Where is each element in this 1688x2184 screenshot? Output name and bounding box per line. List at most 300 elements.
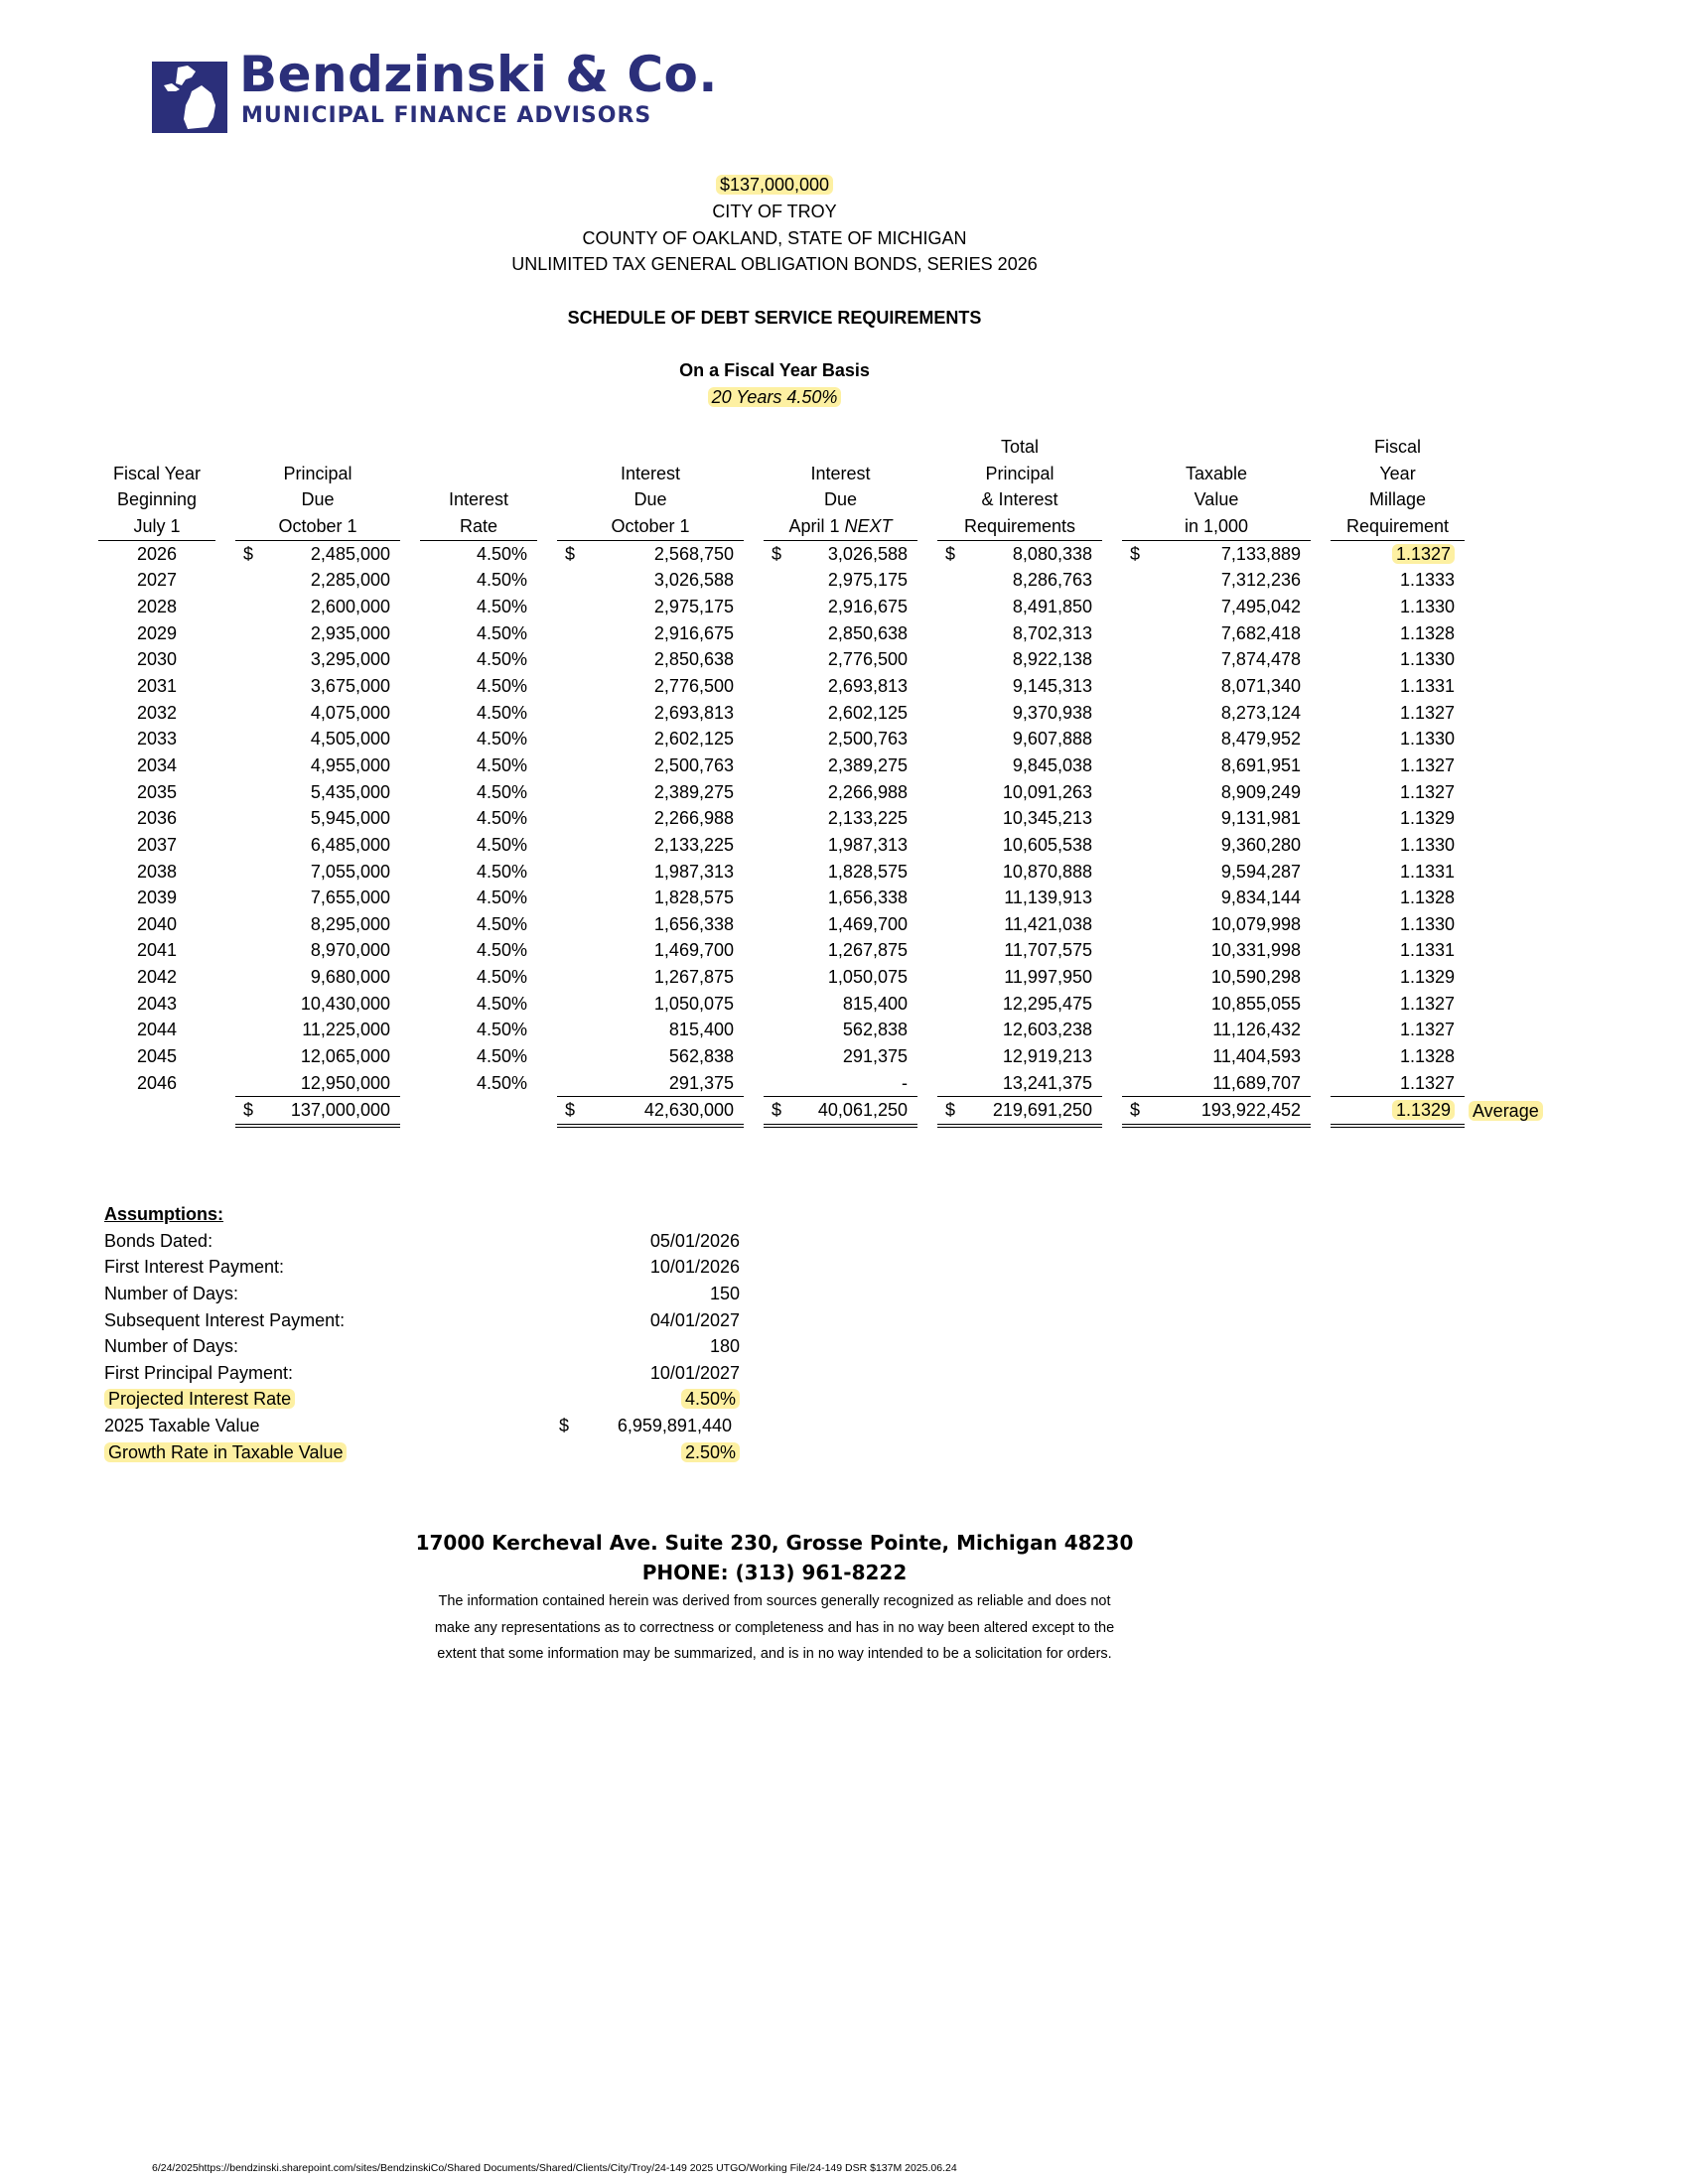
currency-symbol [1122,1070,1150,1097]
currency-symbol [557,1043,585,1070]
currency-symbol [937,646,965,673]
schedule-title: SCHEDULE OF DEBT SERVICE REQUIREMENTS [567,308,982,328]
assumption-label: Subsequent Interest Payment: [104,1309,346,1330]
assumption-label: 2025 Taxable Value [104,1416,260,1436]
principal-cell: 4,075,000 [310,702,390,723]
currency-symbol [1122,779,1150,806]
assumptions-section [104,1201,740,1465]
taxable-value-cell: 7,682,418 [1220,622,1301,643]
currency-symbol [557,937,585,964]
millage-cell: 1.1328 [1399,1046,1455,1067]
currency-symbol [764,991,791,1018]
total-taxable-value: 193,922,452 [1150,1097,1311,1126]
average-label: Average [1465,1097,1544,1126]
rate-cell: 4.50% [476,940,527,961]
table-row [98,620,1544,647]
interest-april-cell: 2,389,275 [827,754,908,775]
currency-symbol [1122,937,1150,964]
currency-symbol [557,832,585,859]
currency-symbol [235,726,263,752]
millage-cell: 1.1327 [1399,993,1455,1014]
fiscal-year-cell: 2030 [136,649,178,670]
assumption-label: Number of Days: [104,1283,239,1303]
interest-april-cell: 815,400 [842,993,908,1014]
total-requirement-cell: 9,145,313 [1012,675,1092,696]
currency-symbol [937,964,965,991]
interest-april-cell: 1,828,575 [827,861,908,882]
currency-symbol [235,752,263,779]
office-phone: PHONE: (313) 961-8222 [641,1561,908,1584]
total-interest-october: 42,630,000 [585,1097,744,1126]
table-row [98,594,1544,620]
interest-april-cell: 2,500,763 [827,729,908,750]
table-row [98,779,1544,806]
interest-april-cell: 1,469,700 [827,913,908,934]
taxable-value-cell: 11,126,432 [1212,1020,1301,1040]
currency-symbol [764,964,791,991]
col-millage: Fiscal Year Millage Requirement [1331,434,1465,540]
currency-symbol [937,752,965,779]
currency-symbol [235,620,263,647]
interest-october-cell: 562,838 [668,1046,734,1067]
assumption-value: 05/01/2026 [649,1230,740,1251]
currency-symbol [764,937,791,964]
currency-symbol [1122,805,1150,832]
issuer-county: COUNTY OF OAKLAND, STATE OF MICHIGAN [582,228,967,248]
currency-symbol [557,964,585,991]
interest-april-cell: 2,602,125 [827,702,908,723]
total-requirement-cell: 8,702,313 [1012,622,1092,643]
currency-symbol [235,805,263,832]
assumption-label: Number of Days: [104,1336,239,1357]
table-row [98,964,1544,991]
total-requirement-cell: 10,605,538 [1002,834,1092,855]
total-requirement-cell: 8,286,763 [1012,570,1092,591]
currency-symbol: $ [772,543,782,564]
currency-symbol [235,700,263,727]
bond-amount: $137,000,000 [0,172,1549,199]
assumption-row [104,1333,740,1360]
currency-symbol [1122,911,1150,938]
total-requirement-cell: 8,922,138 [1012,649,1092,670]
interest-october-cell: 815,400 [668,1020,734,1040]
currency-symbol [937,937,965,964]
interest-april-cell: - [902,1072,908,1093]
assumption-row [104,1307,740,1334]
taxable-value-cell: 10,079,998 [1210,913,1301,934]
total-requirement-cell: 9,845,038 [1012,754,1092,775]
total-requirement-cell: 11,997,950 [1004,967,1092,988]
currency-symbol: $ [764,1097,791,1126]
currency-symbol [937,700,965,727]
principal-cell: 10,430,000 [300,993,390,1014]
fiscal-year-cell: 2039 [136,887,178,908]
assumption-row [104,1413,740,1439]
currency-symbol [1122,1017,1150,1043]
currency-symbol [1122,567,1150,594]
table-row [98,540,1544,567]
principal-cell: 2,935,000 [310,622,390,643]
currency-symbol [937,859,965,886]
interest-october-cell: 1,469,700 [653,940,734,961]
millage-cell: 1.1327 [1399,702,1455,723]
issuer-city: CITY OF TROY [712,202,837,221]
table-header [98,434,1544,540]
currency-symbol [557,779,585,806]
assumption-value: 10/01/2027 [649,1362,740,1383]
total-requirement-cell: 12,603,238 [1002,1020,1092,1040]
currency-symbol: $ [565,543,576,564]
total-requirement-cell: 11,707,575 [1004,940,1092,961]
millage-cell: 1.1329 [1399,967,1455,988]
currency-symbol [557,1070,585,1097]
total-requirement-cell: 9,607,888 [1012,729,1092,750]
currency-symbol [557,700,585,727]
currency-symbol [764,779,791,806]
currency-symbol [764,1017,791,1043]
interest-october-cell: 2,568,750 [653,543,734,564]
total-requirement-cell: 10,345,213 [1002,808,1092,829]
rate-cell: 4.50% [476,861,527,882]
currency-symbol [764,594,791,620]
millage-cell: 1.1331 [1399,675,1455,696]
table-row [98,911,1544,938]
currency-symbol [557,620,585,647]
basis-label: On a Fiscal Year Basis [679,360,870,380]
currency-symbol [937,620,965,647]
interest-april-cell: 2,850,638 [827,622,908,643]
currency-symbol: $ [235,1097,263,1126]
assumption-value: 6,959,891,440 [617,1416,732,1436]
currency-symbol [937,991,965,1018]
interest-october-cell: 1,267,875 [653,967,734,988]
col-interest-october: Interest Due October 1 [557,434,744,540]
currency-symbol [557,859,585,886]
currency-symbol [1122,885,1150,911]
currency-symbol [557,594,585,620]
grand-total: 219,691,250 [965,1097,1102,1126]
table-row [98,1043,1544,1070]
rate-cell: 4.50% [476,622,527,643]
taxable-value-cell: 8,691,951 [1220,754,1301,775]
interest-april-cell: 1,987,313 [827,834,908,855]
millage-cell: 1.1327 [1331,540,1465,567]
interest-april-cell: 2,133,225 [827,808,908,829]
average-millage: 1.1329 [1331,1097,1465,1126]
rate-cell: 4.50% [476,570,527,591]
total-requirement-cell: 12,295,475 [1002,993,1092,1014]
taxable-value-cell: 9,131,981 [1220,808,1301,829]
currency-symbol [235,859,263,886]
taxable-value-cell: 11,689,707 [1212,1072,1301,1093]
currency-symbol [1122,859,1150,886]
currency-symbol [764,1070,791,1097]
currency-symbol: $ [559,1416,570,1436]
assumptions-heading: Assumptions: [104,1204,224,1224]
interest-april-cell: 1,050,075 [827,967,908,988]
fiscal-year-cell: 2044 [136,1020,178,1040]
interest-october-cell: 1,828,575 [653,887,734,908]
assumption-row [104,1228,740,1255]
currency-symbol [1122,594,1150,620]
totals-row [98,1097,1544,1126]
interest-october-cell: 2,776,500 [653,675,734,696]
interest-april-cell: 2,693,813 [827,675,908,696]
col-interest-rate: Interest Rate [420,434,537,540]
millage-cell: 1.1327 [1399,1072,1455,1093]
currency-symbol [557,726,585,752]
currency-symbol [235,832,263,859]
debt-service-table [98,434,1544,1128]
assumption-row [104,1254,740,1281]
total-requirement-cell: 12,919,213 [1002,1046,1092,1067]
principal-cell: 12,950,000 [300,1072,390,1093]
total-requirement-cell: 10,091,263 [1002,781,1092,802]
table-row [98,885,1544,911]
rate-cell: 4.50% [476,834,527,855]
interest-october-cell: 2,266,988 [653,808,734,829]
total-requirement-cell: 9,370,938 [1012,702,1092,723]
millage-cell: 1.1330 [1399,834,1455,855]
interest-october-cell: 2,916,675 [653,622,734,643]
interest-october-cell: 2,693,813 [653,702,734,723]
currency-symbol: $ [945,543,956,564]
fiscal-year-cell: 2036 [136,808,178,829]
currency-symbol [937,726,965,752]
taxable-value-cell: 8,273,124 [1220,702,1301,723]
taxable-value-cell: 10,331,998 [1210,940,1301,961]
interest-october-cell: 1,987,313 [653,861,734,882]
currency-symbol [1122,700,1150,727]
bond-series: UNLIMITED TAX GENERAL OBLIGATION BONDS, SERIES 2026 [511,254,1038,274]
principal-cell: 5,945,000 [310,808,390,829]
interest-october-cell: 3,026,588 [653,570,734,591]
michigan-map-icon [152,62,227,133]
table-row [98,726,1544,752]
rate-cell: 4.50% [476,702,527,723]
col-interest-april: Interest Due April 1 NEXT [764,434,917,540]
millage-cell: 1.1330 [1399,913,1455,934]
taxable-value-cell: 10,855,055 [1210,993,1301,1014]
fiscal-year-cell: 2038 [136,861,178,882]
assumption-value: 10/01/2026 [649,1257,740,1278]
currency-symbol [1122,726,1150,752]
taxable-value-cell: 8,479,952 [1220,729,1301,750]
currency-symbol [235,779,263,806]
total-requirement-cell: 8,491,850 [1012,596,1092,616]
currency-symbol [1122,991,1150,1018]
principal-cell: 3,675,000 [310,675,390,696]
principal-cell: 2,285,000 [310,570,390,591]
assumption-label: Bonds Dated: [104,1230,213,1251]
interest-april-cell: 1,656,338 [827,887,908,908]
principal-cell: 7,655,000 [310,887,390,908]
currency-symbol [1122,964,1150,991]
rate-cell: 4.50% [476,1073,527,1093]
principal-cell: 2,600,000 [310,596,390,616]
fiscal-year-cell: 2032 [136,702,178,723]
principal-cell: 3,295,000 [310,649,390,670]
principal-cell: 11,225,000 [302,1020,390,1040]
assumption-value: 2.50% [681,1439,740,1466]
currency-symbol [235,646,263,673]
interest-october-cell: 2,850,638 [653,649,734,670]
currency-symbol [557,567,585,594]
table-row [98,700,1544,727]
fiscal-year-cell: 2040 [136,913,178,934]
taxable-value-cell: 10,590,298 [1210,967,1301,988]
fiscal-year-cell: 2029 [136,622,178,643]
interest-october-cell: 291,375 [668,1072,734,1093]
interest-october-cell: 2,602,125 [653,729,734,750]
currency-symbol [764,567,791,594]
currency-symbol [937,805,965,832]
currency-symbol [235,885,263,911]
principal-cell: 8,970,000 [310,940,390,961]
total-requirement-cell: 11,421,038 [1004,913,1092,934]
term-label: 20 Years 4.50% [0,384,1549,411]
rate-cell: 4.50% [476,729,527,750]
rate-cell: 4.50% [476,649,527,670]
currency-symbol [557,991,585,1018]
currency-symbol [557,911,585,938]
currency-symbol [557,673,585,700]
currency-symbol [764,700,791,727]
fiscal-year-cell: 2037 [136,834,178,855]
principal-cell: 12,065,000 [300,1046,390,1067]
table-row [98,832,1544,859]
currency-symbol: $ [1130,543,1141,564]
millage-cell: 1.1331 [1399,861,1455,882]
rate-cell: 4.50% [476,754,527,775]
currency-symbol [1122,752,1150,779]
company-logo [152,46,718,135]
rate-cell: 4.50% [476,543,527,564]
table-row [98,567,1544,594]
millage-cell: 1.1331 [1399,940,1455,961]
interest-april-cell: 291,375 [842,1046,908,1067]
fiscal-year-cell: 2031 [136,675,178,696]
assumption-row [104,1386,740,1413]
currency-symbol [235,594,263,620]
currency-symbol [235,567,263,594]
fiscal-year-cell: 2027 [136,570,178,591]
millage-cell: 1.1330 [1399,649,1455,670]
millage-cell: 1.1329 [1399,808,1455,829]
interest-april-cell: 562,838 [842,1020,908,1040]
fiscal-year-cell: 2026 [136,543,178,564]
currency-symbol [937,911,965,938]
file-path: 6/24/2025https://bendzinski.sharepoint.com/sites/BendzinskiCo/Shared Documents/Shared/Clients/City/Troy/24-149 2025 UTGO/Working File/24-149 DSR $137M 2025.06.24 [152,2162,957,2174]
fiscal-year-cell: 2034 [136,754,178,775]
principal-cell: 4,955,000 [310,754,390,775]
rate-cell: 4.50% [476,596,527,616]
taxable-value-cell: 8,909,249 [1220,781,1301,802]
currency-symbol [557,1017,585,1043]
table-row [98,752,1544,779]
assumption-row [104,1439,740,1466]
interest-october-cell: 2,975,175 [653,596,734,616]
fiscal-year-cell: 2041 [136,940,178,961]
rate-cell: 4.50% [476,808,527,829]
currency-symbol: $ [1122,1097,1150,1126]
currency-symbol [764,832,791,859]
currency-symbol: $ [937,1097,965,1126]
assumption-label: Growth Rate in Taxable Value [104,1439,347,1466]
currency-symbol [764,726,791,752]
fiscal-year-cell: 2042 [136,967,178,988]
assumption-label: Projected Interest Rate [104,1386,295,1413]
fiscal-year-cell: 2045 [136,1046,178,1067]
currency-symbol [557,885,585,911]
fiscal-year-cell: 2043 [136,993,178,1014]
table-row [98,805,1544,832]
currency-symbol [557,805,585,832]
assumption-value: 150 [709,1283,740,1303]
col-fiscal-year: Fiscal Year Beginning July 1 [98,434,215,540]
interest-april-cell: 1,267,875 [827,940,908,961]
interest-october-cell: 2,133,225 [653,834,734,855]
rate-cell: 4.50% [476,913,527,934]
principal-cell: 2,485,000 [310,543,390,564]
interest-april-cell: 2,776,500 [827,649,908,670]
currency-symbol [764,673,791,700]
total-requirement-cell: 8,080,338 [1012,543,1092,564]
assumption-label: First Interest Payment: [104,1257,285,1278]
currency-symbol [235,937,263,964]
taxable-value-cell: 9,834,144 [1220,887,1301,908]
principal-cell: 5,435,000 [310,781,390,802]
currency-symbol [235,1017,263,1043]
interest-october-cell: 1,656,338 [653,913,734,934]
logo-subtitle: MUNICIPAL FINANCE ADVISORS [241,103,652,128]
rate-cell: 4.50% [476,675,527,696]
rate-cell: 4.50% [476,1020,527,1040]
currency-symbol [557,752,585,779]
assumption-row [104,1281,740,1307]
currency-symbol [1122,1043,1150,1070]
currency-symbol [764,646,791,673]
interest-october-cell: 2,389,275 [653,781,734,802]
fiscal-year-cell: 2035 [136,781,178,802]
taxable-value-cell: 7,495,042 [1220,596,1301,616]
assumption-value: 180 [709,1336,740,1357]
interest-april-cell: 3,026,588 [827,543,908,564]
total-requirement-cell: 11,139,913 [1004,887,1092,908]
rate-cell: 4.50% [476,887,527,908]
currency-symbol [937,1017,965,1043]
millage-cell: 1.1330 [1399,729,1455,750]
principal-cell: 9,680,000 [310,967,390,988]
millage-cell: 1.1330 [1399,596,1455,616]
table-row [98,646,1544,673]
fiscal-year-cell: 2033 [136,729,178,750]
currency-symbol [937,594,965,620]
assumption-value: 4.50% [681,1386,740,1413]
table-row [98,1070,1544,1097]
taxable-value-cell: 9,594,287 [1220,861,1301,882]
currency-symbol [764,1043,791,1070]
taxable-value-cell: 11,404,593 [1212,1046,1301,1067]
rate-cell: 4.50% [476,781,527,802]
currency-symbol [1122,646,1150,673]
total-principal: 137,000,000 [263,1097,400,1126]
rate-cell: 4.50% [476,1046,527,1067]
rate-cell: 4.50% [476,967,527,988]
principal-cell: 7,055,000 [310,861,390,882]
taxable-value-cell: 7,133,889 [1220,543,1301,564]
interest-april-cell: 2,266,988 [827,781,908,802]
